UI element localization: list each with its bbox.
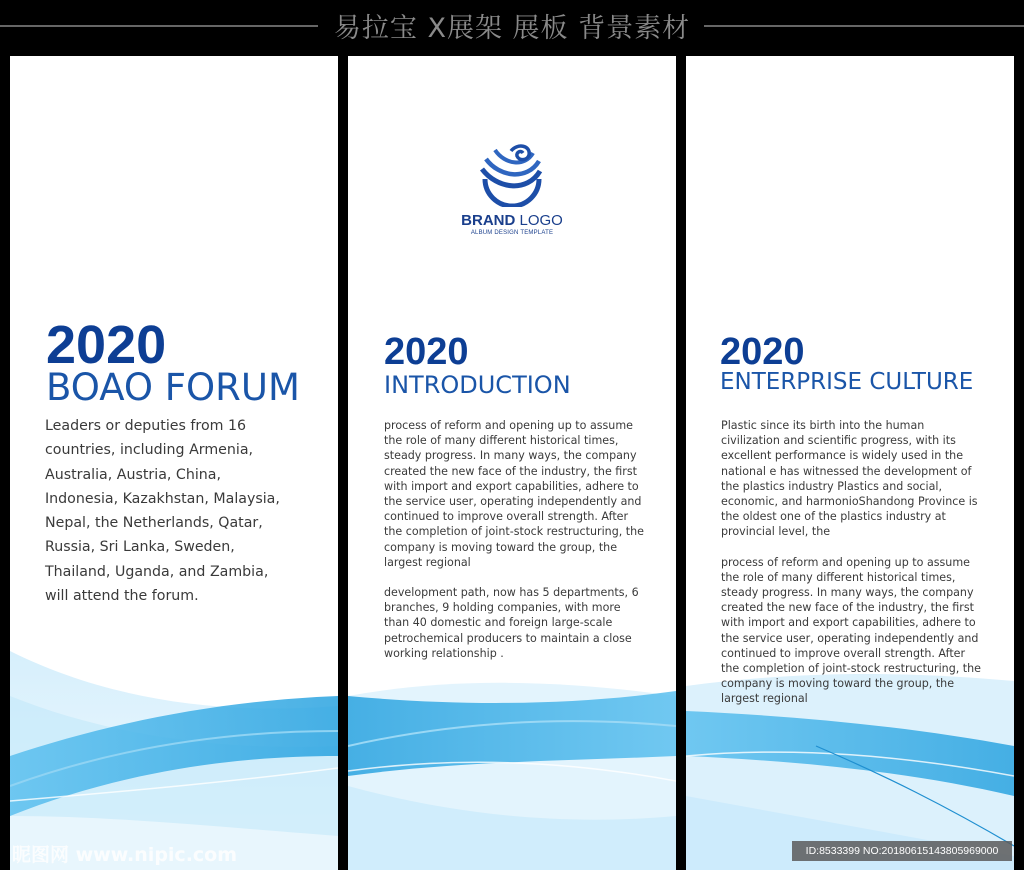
page-title: 易拉宝 X展架 展板 背景素材: [333, 13, 691, 44]
banner-panel-enterprise-culture: [686, 56, 1014, 870]
brand-logo-text: [348, 212, 676, 229]
body-paragraph: Plastic since its birth into the human civilization and scientific progress, with its excellent performance is widely used in the national e has witnessed the development of the plastics industry Plastics and social, economic, and harmonioShandong Province is the oldest one of the plastics industry at provincial level, the: [721, 419, 978, 539]
body-paragraph: development path, now has 5 departments, 6 branches, 9 holding companies, with more than 40 domestic and foreign large-scale petrochemical producers to maintain a close working relationship .: [384, 586, 639, 660]
panel-heading: ENTERPRISE CULTURE: [720, 369, 974, 395]
panel-heading: BOAO FORUM: [46, 366, 300, 409]
panel-year: 2020: [384, 331, 469, 373]
body-paragraph: process of reform and opening up to assume the role of many different historical times, steady progress. In many ways, the company created the new face of the industry, the first with import and export capabilities, adhere to the service user, operating independently and continued to improve overall strength. After the completion of joint-stock restructuring, the company is moving toward the group, the largest regional: [721, 555, 981, 706]
brand-logo-subtitle: ALBUM DESIGN TEMPLATE: [470, 230, 554, 236]
globe-swirl-icon: [477, 141, 547, 207]
panel-year: 2020: [46, 315, 167, 375]
brand-logo: [348, 141, 676, 236]
watermark-id: ID:8533399 NO:20180615143805969000: [792, 841, 1012, 861]
banner-panel-boao-forum: [10, 56, 338, 870]
panel-body-text: [721, 418, 983, 707]
panel-year: 2020: [720, 331, 805, 373]
panel-body-text: Leaders or deputies from 16 countries, including Armenia, Australia, Austria, China, Indonesia, Kazakhstan, Malaysia, Nepal, the Netherlands, Qatar, Russia, Sri Lanka, Sweden, Thailand, Uganda, and Zambia, will attend the forum.: [45, 418, 280, 605]
brand-logo-bold: BRAND: [461, 212, 516, 229]
header: [0, 0, 1024, 52]
body-paragraph: process of reform and opening up to assume the role of many different historical times, steady progress. In many ways, the company created the new face of the industry, the first with import and export capabilities, adhere to the service user, operating independently and continued to improve overall strength. After the completion of joint-stock restructuring, the company is moving toward the group, the largest regional: [384, 419, 644, 569]
brand-logo-light: LOGO: [515, 212, 563, 229]
panel-body-text: [384, 418, 648, 661]
banner-panel-introduction: [348, 56, 676, 870]
panel-heading: INTRODUCTION: [384, 371, 571, 399]
watermark-site: 昵图网 www.nipic.com: [12, 844, 238, 866]
